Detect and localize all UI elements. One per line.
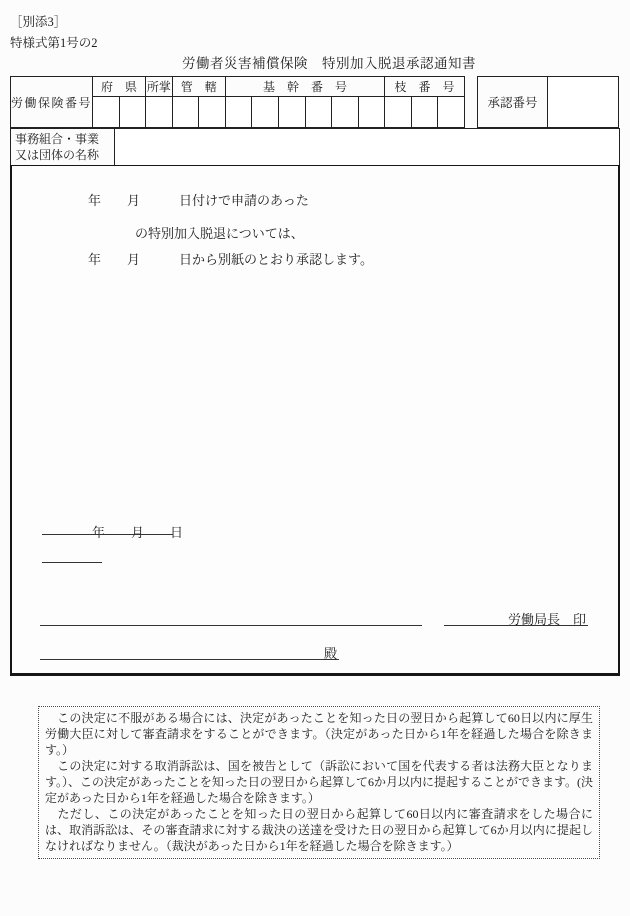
notice-body-box bbox=[10, 165, 620, 676]
organization-name-row bbox=[10, 128, 620, 166]
document-title: 労働者災害補償保険 特別加入脱退承認通知書 bbox=[182, 56, 476, 71]
insurance-number-grid bbox=[92, 76, 465, 128]
appeal-paragraph-1: この決定に不服がある場合には、決定があったことを知った日の翌日から起算して60日以内に厚生労働大臣に対して審査請求をすることができます。（決定があった日から1年を経過した場合を除きます。） bbox=[45, 711, 593, 757]
attachment-label: ［別添3］ bbox=[10, 15, 67, 29]
appeal-paragraph-3: ただし、この決定があったことを知った日の翌日から起算して60日以内に審査請求をした場合には、取消訴訟は、その審査請求に対する裁決の送達を受けた日の翌日から起算して6か月以内に提起しなければなりません。（裁決があった日から1年を経過した場合を除きます。） bbox=[45, 807, 593, 853]
insurance-digit-cell[interactable] bbox=[411, 97, 438, 128]
issue-date-text: 年 月 日 bbox=[92, 525, 184, 540]
insurance-digit-cell[interactable] bbox=[225, 97, 252, 128]
form-number-label: 特様式第1号の2 bbox=[10, 36, 98, 50]
addressee-suffix-text: 殿 bbox=[323, 646, 337, 661]
insurance-column-header: 管 轄 bbox=[172, 77, 225, 97]
insurance-digit-row bbox=[93, 97, 465, 128]
short-blank-line[interactable] bbox=[42, 562, 102, 563]
approval-number-box bbox=[477, 76, 619, 128]
insurance-digit-cell[interactable] bbox=[146, 97, 173, 128]
insurance-digit-cell[interactable] bbox=[252, 97, 279, 128]
insurance-digit-cell[interactable] bbox=[385, 97, 412, 128]
organization-label-line2: 又は団体の名称 bbox=[15, 147, 100, 162]
approval-number-value-field[interactable] bbox=[547, 76, 619, 128]
insurance-digit-cell[interactable] bbox=[199, 97, 226, 128]
insurance-digit-cell[interactable] bbox=[332, 97, 359, 128]
addressee-blank-line[interactable] bbox=[40, 659, 339, 660]
insurance-column-header: 所掌 bbox=[146, 77, 173, 97]
approval-number-label: 承認番号 bbox=[477, 76, 548, 128]
issuer-name-blank-line[interactable] bbox=[40, 625, 422, 626]
organization-name-value-field[interactable] bbox=[114, 128, 620, 166]
insurance-digit-cell[interactable] bbox=[119, 97, 146, 128]
labor-insurance-number-label: 労働保険番号 bbox=[10, 76, 93, 128]
appeal-instructions-box bbox=[38, 706, 600, 859]
insurance-digit-cell[interactable] bbox=[305, 97, 332, 128]
insurance-digit-cell[interactable] bbox=[278, 97, 305, 128]
insurance-digit-cell[interactable] bbox=[358, 97, 385, 128]
insurance-column-header: 府 県 bbox=[93, 77, 146, 97]
issuer-title-blank-line[interactable] bbox=[444, 625, 588, 626]
issuer-title-text: 労働局長 印 bbox=[507, 612, 586, 627]
application-date-line: 年 月 日付けで申請のあった bbox=[88, 193, 309, 208]
labor-insurance-number-table bbox=[10, 76, 465, 128]
insurance-column-header: 基 幹 番 号 bbox=[225, 77, 384, 97]
insurance-digit-cell[interactable] bbox=[93, 97, 120, 128]
approval-date-line: 年 月 日から別紙のとおり承認します。 bbox=[88, 252, 373, 267]
organization-label-line1: 事務組合・事業 bbox=[15, 132, 100, 146]
insurance-column-header: 枝 番 号 bbox=[385, 77, 465, 97]
insurance-header-row bbox=[93, 77, 465, 97]
appeal-paragraph-2: この決定に対する取消訴訟は、国を被告として（訴訟において国を代表する者は法務大臣となります。）、この決定があったことを知った日の翌日から起算して6か月以内に提起することができます。(決定があった日から1年を経過した場合を除きます。） bbox=[45, 759, 593, 805]
insurance-digit-cell[interactable] bbox=[172, 97, 199, 128]
withdrawal-subject-line: の特別加入脱退については、 bbox=[135, 226, 304, 241]
organization-name-label bbox=[10, 128, 115, 166]
issue-date-blank-line[interactable] bbox=[42, 534, 173, 535]
insurance-digit-cell[interactable] bbox=[438, 97, 465, 128]
